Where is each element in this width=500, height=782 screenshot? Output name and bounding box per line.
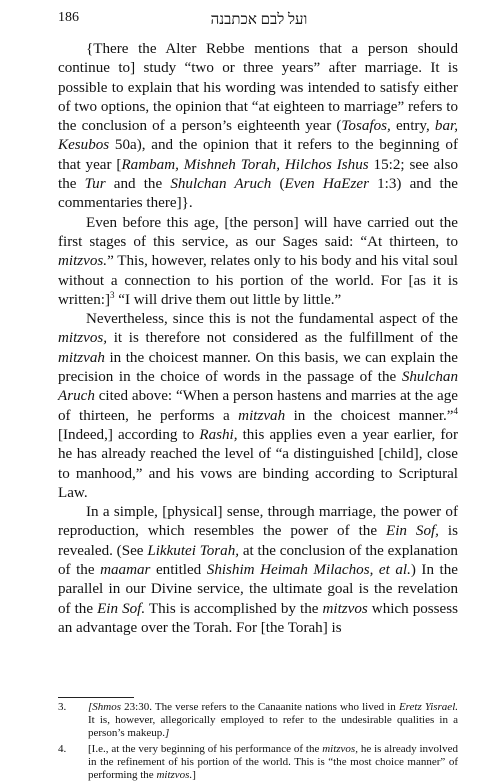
text-run: [Indeed,] according to (58, 426, 200, 443)
italic-run: Even HaEzer (284, 176, 369, 193)
text-run: this applies even a year earlier, for he has already reached the level of “a distinguished [child], close to manhood,” and his vows are binding according to Scriptural Law. (58, 426, 458, 501)
text-run: in the choicest manner.” (285, 407, 454, 424)
italic-run: Tosafos, (341, 118, 391, 135)
italic-run: Rashi, (199, 426, 238, 443)
text-run: ( (271, 176, 285, 193)
footnote (58, 743, 458, 782)
text-run: ” This, however, relates only to his body and his vital soul without a connection to his portion of the world. For [as it is written:] (58, 253, 458, 308)
italic-run: Shmos (92, 701, 122, 713)
italic-run: Eretz Yisrael. (398, 701, 458, 713)
footnote-text (88, 701, 458, 740)
footnotes (58, 701, 458, 782)
running-title: ועל לבם אכתבנה (210, 11, 308, 28)
text-run: he is already involved in the refinement of his portion of the world. This is “the most choice manner” of performing the (88, 743, 458, 781)
paragraph (58, 214, 458, 310)
text-run: entitled (150, 562, 207, 579)
footnote-text (88, 743, 458, 782)
footnote-ref: 3 (109, 289, 115, 300)
footnote-number: 4. (58, 743, 67, 755)
page-header (58, 10, 460, 30)
text-run: Even before this age, [the person] will have carried out the first stages of this service, as our Sages said: “At thirteen, to (58, 214, 458, 250)
italic-run: mitzvah (238, 407, 286, 424)
italic-run: mitzvos. (58, 253, 108, 270)
italic-run: Ein Sof. (97, 600, 146, 617)
text-run: and the (105, 176, 171, 193)
italic-run: ] (164, 727, 170, 739)
text-run: 15:2; see also the (58, 156, 458, 193)
italic-run: Rambam, Mishneh Torah, Hilchos Ishus (121, 156, 369, 173)
text-run: it is therefore not considered as the fulfillment of the (107, 330, 458, 347)
paragraph (58, 503, 458, 638)
text-run: It is, however, allegorically employed to refer to the undesirable qualities in a person’s makeup. (88, 714, 458, 739)
text-run: [I.e., at the very beginning of his performance of the (88, 743, 323, 755)
italic-run: mitzvos, (322, 743, 358, 755)
italic-run: Ein Sof, (385, 523, 439, 540)
italic-run: Shulchan Aruch (170, 176, 272, 193)
italic-run: mitzvos (322, 600, 368, 617)
text-run: ) In the parallel in our Divine service, the ultimate goal is the revelation of the (58, 562, 458, 617)
italic-run: mitzvah (58, 349, 105, 366)
text-run: is revealed. (See (58, 523, 458, 559)
italic-run: bar, Kesubos (58, 118, 458, 154)
text-run: 1:3) and the commentaries there]}. (58, 176, 458, 212)
text-run: entry, (390, 118, 435, 135)
paragraph (58, 310, 458, 503)
italic-run: [ (88, 701, 93, 713)
footnote (58, 701, 458, 740)
italic-run: Tur (84, 176, 106, 193)
paragraph (58, 40, 458, 214)
italic-run: mitzvos, (58, 330, 108, 347)
text-run: “I will drive them out little by little.” (114, 291, 342, 308)
italic-run: mitzvos. (156, 769, 193, 781)
text-run: This is accomplished by the (145, 600, 323, 617)
main-text (58, 40, 458, 638)
text-run: at the conclusion of the explanation of the (58, 542, 458, 579)
italic-run: Shulchan Aruch (58, 369, 458, 405)
footnote-divider (58, 697, 134, 698)
text-run: cited above: “When a person hastens and marries at the age of thirteen, he performs a (58, 388, 458, 424)
footnote-ref: 4 (453, 405, 458, 416)
text-run: {There the Alter Rebbe mentions that a person should continue to] study “two or three years” after marriage. It is possible to explain that his wording was intended to satisfy either of two options, the opinion that “at eighteen to marriage” refers to the conclusion of a person’s eighteenth year ( (58, 41, 458, 135)
text-run: ] (192, 769, 196, 781)
footnote-number: 3. (58, 701, 67, 713)
italic-run: maamar (100, 562, 151, 579)
italic-run: Likkutei Torah, (147, 542, 240, 559)
text-run: in the choicest manner. On this basis, we can explain the precision in the choice of words in the passage of the (58, 349, 458, 386)
text-run: 23:30. The verse refers to the Canaanite nations who lived in (121, 701, 399, 713)
text-run: which possess an advantage over the Torah. For [the Torah] is (58, 600, 459, 636)
text-run: 50a), and the opinion that it refers to the beginning of that year [ (58, 137, 458, 173)
page-number: 186 (58, 10, 79, 25)
text-run: Nevertheless, since this is not the fundamental aspect of the (86, 311, 458, 328)
text-run: In a simple, [physical] sense, through marriage, the power of reproduction, which resembles the power of the (58, 504, 458, 540)
italic-run: Shishim Heimah Milachos, et al. (206, 562, 411, 579)
